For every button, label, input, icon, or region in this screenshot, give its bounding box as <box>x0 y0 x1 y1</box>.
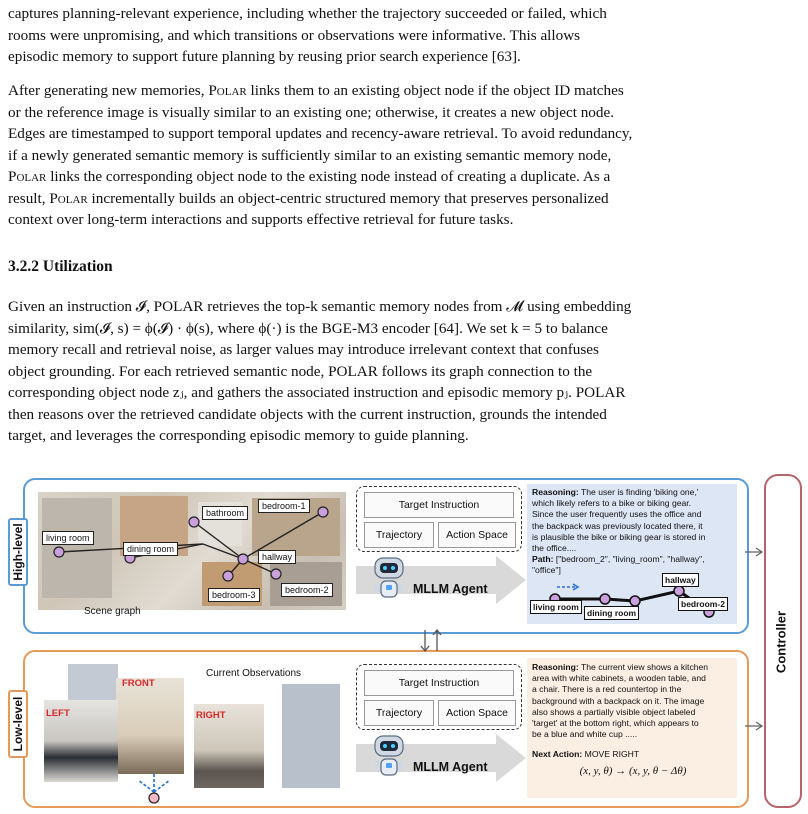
map-region <box>282 684 340 788</box>
label-left: LEFT <box>46 708 70 719</box>
text-line: Polar links the corresponding object node to the existing node instead of creating a duplicate. As a <box>8 168 611 185</box>
graph-node <box>54 547 64 557</box>
path-label-living-room: living room <box>530 600 582 614</box>
map-region <box>68 664 118 704</box>
text-line: target, and leverages the corresponding episodic memory to guide planning. <box>8 427 469 444</box>
graph-node <box>271 569 281 579</box>
trajectory-box: Trajectory <box>364 700 434 726</box>
low-agent-label: MLLM Agent <box>413 760 488 774</box>
section-heading: 3.2.2 Utilization <box>8 258 113 275</box>
low-reasoning-text <box>532 662 737 761</box>
front-view-photo <box>116 678 184 774</box>
path-label-hallway: hallway <box>662 573 699 587</box>
reason-line: "office"] <box>532 565 561 576</box>
reason-line: which likely refers to a bike or biking gear. <box>532 498 692 509</box>
reason-line: Next Action: MOVE RIGHT <box>532 749 640 760</box>
reason-line: Reasoning: The user is finding 'biking one,' <box>532 487 699 497</box>
action-space-box: Action Space <box>438 700 516 726</box>
reason-line: Since the user frequently uses the office and <box>532 509 702 520</box>
text-line: similarity, sim(𝓘, s) = ϕ(𝓘) · ϕ(s), where ϕ(·) is the BGE-M3 encoder [64]. We set k = 5 to balance <box>8 319 608 337</box>
scene-graph-caption: Scene graph <box>84 606 141 617</box>
graph-node <box>223 571 233 581</box>
graph-node <box>238 554 248 564</box>
text-line: episodic memory to support future planning by reusing prior search experience [63]. <box>8 48 521 65</box>
action-formula: (x, y, θ) → (x, y, θ − Δθ) <box>579 765 687 777</box>
text-line: object grounding. For each retrieved semantic node, POLAR follows its graph connection to the <box>8 362 593 380</box>
text-line: captures planning-relevant experience, including whether the trajectory succeeded or failed, which <box>8 5 607 22</box>
reason-line: background with a backpack on it. The image <box>532 695 705 706</box>
room-label-hallway: hallway <box>258 550 296 564</box>
high-level-label: High-level <box>8 518 28 586</box>
target-instruction-box: Target Instruction <box>364 492 514 518</box>
reason-line: area with white cabinets, a wooden table, and <box>532 673 706 684</box>
reason-line: Reasoning: The current view shows a kitchen <box>532 662 709 672</box>
text-line: Given an instruction 𝓘, POLAR retrieves the top-k semantic memory nodes from 𝓜 using embedding <box>8 298 632 315</box>
robot-icon <box>372 732 406 782</box>
agent-heading-icon <box>132 770 176 814</box>
text-line: or the reference image is visually similar to an existing one; otherwise, it creates a new object node. <box>8 103 615 121</box>
text-line: context over long-term interactions and supports effective retrieval for future tasks. <box>8 211 514 228</box>
action-space-box: Action Space <box>438 522 516 548</box>
controller-arrows <box>745 472 767 812</box>
figure-polar-pipeline <box>0 472 808 812</box>
room-label-dining-room: dining room <box>123 542 178 556</box>
room-label-bedroom-3: bedroom-3 <box>208 588 260 602</box>
reason-line: also shows a partially visible object labeled <box>532 706 696 717</box>
reason-line: Path: ["bedroom_2", "living_room", "hallway", <box>532 554 705 565</box>
path-label-dining-room: dining room <box>584 606 639 620</box>
text-line: corresponding object node zⱼ, and gathers the associated instruction and episodic memory pⱼ. POLAR <box>8 384 626 401</box>
path-label-bedroom-2: bedroom-2 <box>678 597 728 611</box>
room-label-bedroom-1: bedroom-1 <box>258 499 310 513</box>
observations-caption: Current Observations <box>206 668 302 679</box>
reason-line: 'target' at the bottom right, which appears to <box>532 718 699 729</box>
text-line: rooms were unpromising, and which transitions or observations were informative. This allows <box>8 26 581 44</box>
trajectory-box: Trajectory <box>364 522 434 548</box>
text-line: memory recall and retrieval noise, as larger values may introduce irrelevant context that confuses <box>8 341 599 358</box>
text-line: if a newly generated semantic memory is sufficiently similar to an existing semantic memory node, <box>8 146 612 164</box>
label-front: FRONT <box>122 678 155 689</box>
text-line: then reasons over the retrieved candidate objects with the current instruction, grounds the intended <box>8 405 607 423</box>
controller-label: Controller <box>773 610 789 674</box>
label-right: RIGHT <box>196 710 226 721</box>
reason-line: the backpack was previously located there, it <box>532 520 703 531</box>
reason-line: the office.... <box>532 543 577 554</box>
target-instruction-box: Target Instruction <box>364 670 514 696</box>
room-label-bedroom-2: bedroom-2 <box>281 583 333 597</box>
panel-exchange-arrows <box>416 628 446 654</box>
room-label-bathroom: bathroom <box>202 506 248 520</box>
text-line: result, Polar incrementally builds an object-centric structured memory that preserves personalized <box>8 189 609 207</box>
graph-node <box>189 517 199 527</box>
paragraph-utilization <box>8 296 800 447</box>
graph-node <box>318 507 328 517</box>
room-label-living-room: living room <box>42 531 94 545</box>
high-agent-label: MLLM Agent <box>413 582 488 596</box>
reason-line: a chair. There is a red countertop in the <box>532 684 682 695</box>
paragraph-memory-linking <box>8 80 800 231</box>
high-reasoning-text <box>532 487 737 577</box>
reason-line: is plausible the bike or biking gear is stored in <box>532 531 706 542</box>
text-line: Edges are timestamped to support temporal updates and recency-aware retrieval. To avoid redundancy, <box>8 125 633 142</box>
text-line: After generating new memories, Polar links them to an existing object node if the object ID matches <box>8 82 624 99</box>
low-level-label: Low-level <box>8 690 28 758</box>
robot-icon <box>372 554 406 604</box>
paragraph-episodic-memory <box>8 3 800 68</box>
reason-line: be a blue and white cup ..... <box>532 729 638 740</box>
